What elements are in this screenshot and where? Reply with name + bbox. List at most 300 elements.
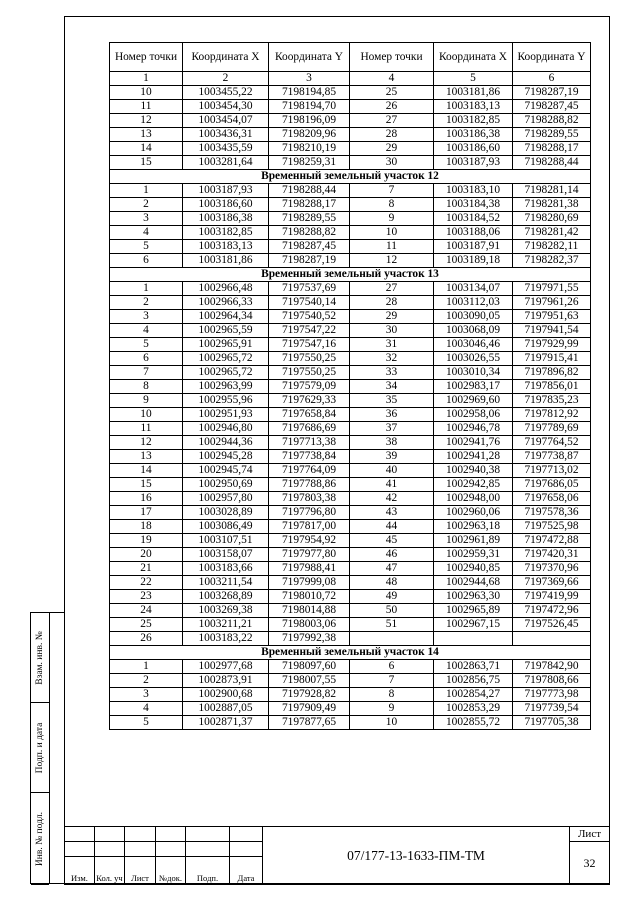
- coordinate-x-cell: 1003188,06: [434, 226, 513, 240]
- table-row: [110, 618, 591, 632]
- point-number-cell: 5: [110, 240, 183, 254]
- table-row: [110, 86, 591, 100]
- point-number-cell: 29: [350, 310, 434, 324]
- coordinate-x-cell: 1002863,71: [434, 660, 513, 674]
- column-number: 1: [110, 72, 183, 86]
- coordinate-y-cell: 7198289,55: [513, 128, 591, 142]
- coordinate-y-cell: 7197658,84: [269, 408, 350, 422]
- coordinate-y-cell: 7198287,45: [269, 240, 350, 254]
- coordinate-y-cell: 7197764,52: [513, 436, 591, 450]
- point-number-cell: 9: [350, 702, 434, 716]
- coordinate-y-cell: 7198288,17: [513, 142, 591, 156]
- point-number-cell: 5: [110, 716, 183, 730]
- coordinate-y-cell: 7197525,98: [513, 520, 591, 534]
- point-number-cell: 38: [350, 436, 434, 450]
- point-number-cell: 8: [350, 688, 434, 702]
- point-number-cell: 12: [110, 436, 183, 450]
- coordinate-x-cell: [434, 632, 513, 646]
- coordinate-y-cell: 7198288,17: [269, 198, 350, 212]
- point-number-cell: 1: [110, 184, 183, 198]
- coordinate-y-cell: 7197961,26: [513, 296, 591, 310]
- point-number-cell: 12: [350, 254, 434, 268]
- coordinate-x-cell: 1002963,30: [434, 590, 513, 604]
- point-number-cell: 6: [110, 352, 183, 366]
- coordinate-x-cell: 1002960,06: [434, 506, 513, 520]
- coordinate-x-cell: 1002958,06: [434, 408, 513, 422]
- coordinate-x-cell: 1002965,72: [183, 352, 269, 366]
- coordinate-y-cell: 7198014,88: [269, 604, 350, 618]
- point-number-cell: 11: [110, 422, 183, 436]
- coordinate-x-cell: 1002951,93: [183, 408, 269, 422]
- table-row: [110, 604, 591, 618]
- stamp-col-count: Кол. уч: [95, 857, 125, 885]
- coordinate-x-cell: 1003435,59: [183, 142, 269, 156]
- point-number-cell: 10: [110, 408, 183, 422]
- point-number-cell: 7: [350, 674, 434, 688]
- stamp-col-change: Изм.: [65, 857, 95, 885]
- coordinate-x-cell: 1003268,89: [183, 590, 269, 604]
- coordinate-y-cell: 7198282,37: [513, 254, 591, 268]
- sheet-label: Лист: [570, 827, 610, 842]
- coordinate-x-cell: 1003189,18: [434, 254, 513, 268]
- coordinate-y-cell: 7197547,16: [269, 338, 350, 352]
- point-number-cell: 8: [110, 380, 183, 394]
- coordinate-x-cell: 1002941,28: [434, 450, 513, 464]
- coordinate-x-cell: 1002965,59: [183, 324, 269, 338]
- table-row: [110, 590, 591, 604]
- coordinate-x-cell: 1003090,05: [434, 310, 513, 324]
- coordinate-y-cell: 7197550,25: [269, 352, 350, 366]
- coordinate-y-cell: 7198289,55: [269, 212, 350, 226]
- coordinate-x-cell: 1003046,46: [434, 338, 513, 352]
- point-number-cell: 30: [350, 156, 434, 170]
- coordinate-y-cell: 7198209,96: [269, 128, 350, 142]
- table-row: [110, 660, 591, 674]
- header-coordinate-y: Координата Y: [269, 43, 350, 72]
- table-row: [110, 436, 591, 450]
- coordinate-y-cell: 7197835,23: [513, 394, 591, 408]
- table-row: [110, 128, 591, 142]
- coordinates-table: [109, 42, 591, 730]
- table-row: [110, 352, 591, 366]
- coordinate-y-cell: 7197419,99: [513, 590, 591, 604]
- coordinate-x-cell: 1002946,80: [183, 422, 269, 436]
- point-number-cell: 14: [110, 464, 183, 478]
- coordinate-x-cell: 1003183,13: [434, 100, 513, 114]
- coordinate-x-cell: 1002959,31: [434, 548, 513, 562]
- coordinate-y-cell: 7197537,69: [269, 282, 350, 296]
- coordinate-x-cell: 1003187,91: [434, 240, 513, 254]
- coordinate-x-cell: 1003183,13: [183, 240, 269, 254]
- coordinate-y-cell: 7197578,36: [513, 506, 591, 520]
- coordinate-y-cell: 7197705,38: [513, 716, 591, 730]
- coordinate-x-cell: 1002945,28: [183, 450, 269, 464]
- column-number: 2: [183, 72, 269, 86]
- point-number-cell: 41: [350, 478, 434, 492]
- table-row: [110, 114, 591, 128]
- coordinate-y-cell: 7197929,99: [513, 338, 591, 352]
- coordinate-y-cell: 7197788,86: [269, 478, 350, 492]
- table-row: [110, 100, 591, 114]
- coordinate-x-cell: 1003281,64: [183, 156, 269, 170]
- table-row: [110, 142, 591, 156]
- column-number: 4: [350, 72, 434, 86]
- coordinate-y-cell: 7197420,31: [513, 548, 591, 562]
- sidebar-label-sign-date: Подп. и дата: [35, 722, 45, 773]
- coordinate-y-cell: 7197526,45: [513, 618, 591, 632]
- point-number-cell: 23: [110, 590, 183, 604]
- coordinate-x-cell: 1003211,21: [183, 618, 269, 632]
- coordinate-x-cell: 1003454,07: [183, 114, 269, 128]
- coordinate-x-cell: 1003181,86: [183, 254, 269, 268]
- coordinate-x-cell: 1002873,91: [183, 674, 269, 688]
- point-number-cell: 10: [350, 226, 434, 240]
- table-row: [110, 464, 591, 478]
- document-number: 07/177-13-1633-ПМ-ТМ: [263, 827, 570, 885]
- point-number-cell: 31: [350, 338, 434, 352]
- point-number-cell: 27: [350, 282, 434, 296]
- header-point-number: Номер точки: [110, 43, 183, 72]
- coordinate-x-cell: 1003186,60: [183, 198, 269, 212]
- column-number: 3: [269, 72, 350, 86]
- coordinate-y-cell: 7197808,66: [513, 674, 591, 688]
- table-body: [110, 72, 591, 730]
- coordinate-x-cell: 1003186,38: [434, 128, 513, 142]
- coordinate-x-cell: 1003068,09: [434, 324, 513, 338]
- coordinate-x-cell: 1003186,60: [434, 142, 513, 156]
- coordinate-y-cell: 7197988,41: [269, 562, 350, 576]
- coordinate-y-cell: 7197472,88: [513, 534, 591, 548]
- coordinate-x-cell: 1003183,22: [183, 632, 269, 646]
- coordinate-x-cell: 1003211,54: [183, 576, 269, 590]
- coordinate-x-cell: 1003269,38: [183, 604, 269, 618]
- coordinate-y-cell: 7197764,09: [269, 464, 350, 478]
- coordinate-x-cell: 1003182,85: [183, 226, 269, 240]
- coordinate-y-cell: 7198259,31: [269, 156, 350, 170]
- table-row: [110, 296, 591, 310]
- table-header-row: [110, 43, 591, 72]
- coordinate-y-cell: 7197896,82: [513, 366, 591, 380]
- point-number-cell: 16: [110, 492, 183, 506]
- point-number-cell: 11: [110, 100, 183, 114]
- column-number-row: [110, 72, 591, 86]
- point-number-cell: 37: [350, 422, 434, 436]
- coordinate-x-cell: 1002963,99: [183, 380, 269, 394]
- coordinate-x-cell: 1002941,76: [434, 436, 513, 450]
- header-point-number: Номер точки: [350, 43, 434, 72]
- coordinate-x-cell: 1003187,93: [183, 184, 269, 198]
- coordinate-y-cell: 7198010,72: [269, 590, 350, 604]
- table-row: [110, 240, 591, 254]
- table-row: [110, 156, 591, 170]
- table-row: [110, 394, 591, 408]
- section-title: Временный земельный участок 12: [110, 170, 591, 184]
- point-number-cell: 22: [110, 576, 183, 590]
- coordinate-y-cell: 7197658,06: [513, 492, 591, 506]
- sidebar-cell-replace-inv: [31, 613, 49, 703]
- point-number-cell: 1: [110, 660, 183, 674]
- coordinate-y-cell: 7198003,06: [269, 618, 350, 632]
- coordinate-y-cell: 7197472,96: [513, 604, 591, 618]
- coordinate-x-cell: 1002955,96: [183, 394, 269, 408]
- point-number-cell: 5: [110, 338, 183, 352]
- coordinate-x-cell: 1002944,36: [183, 436, 269, 450]
- point-number-cell: 8: [350, 198, 434, 212]
- column-number: 6: [513, 72, 591, 86]
- point-number-cell: 10: [110, 86, 183, 100]
- coordinate-x-cell: 1003436,31: [183, 128, 269, 142]
- point-number-cell: 36: [350, 408, 434, 422]
- coordinate-x-cell: 1002945,74: [183, 464, 269, 478]
- coordinate-y-cell: 7197713,02: [513, 464, 591, 478]
- coordinate-x-cell: 1002983,17: [434, 380, 513, 394]
- point-number-cell: 9: [350, 212, 434, 226]
- column-number: 5: [434, 72, 513, 86]
- coordinate-y-cell: 7197812,92: [513, 408, 591, 422]
- point-number-cell: 9: [110, 394, 183, 408]
- coordinate-x-cell: 1002940,38: [434, 464, 513, 478]
- point-number-cell: 34: [350, 380, 434, 394]
- coordinate-y-cell: 7197370,96: [513, 562, 591, 576]
- coordinate-x-cell: 1002855,72: [434, 716, 513, 730]
- table-row: [110, 688, 591, 702]
- coordinate-y-cell: 7197739,54: [513, 702, 591, 716]
- coordinate-x-cell: 1003455,22: [183, 86, 269, 100]
- point-number-cell: 14: [110, 142, 183, 156]
- point-number-cell: 26: [110, 632, 183, 646]
- coordinate-y-cell: 7197909,49: [269, 702, 350, 716]
- section-title-row: [110, 268, 591, 282]
- point-number-cell: 12: [110, 114, 183, 128]
- coordinate-y-cell: 7198287,19: [269, 254, 350, 268]
- coordinate-y-cell: 7198288,44: [269, 184, 350, 198]
- point-number-cell: 48: [350, 576, 434, 590]
- point-number-cell: 19: [110, 534, 183, 548]
- coordinate-x-cell: 1002963,18: [434, 520, 513, 534]
- coordinate-x-cell: 1002966,33: [183, 296, 269, 310]
- point-number-cell: 46: [350, 548, 434, 562]
- point-number-cell: 13: [110, 128, 183, 142]
- coordinate-x-cell: 1002854,27: [434, 688, 513, 702]
- table-row: [110, 450, 591, 464]
- point-number-cell: 6: [350, 660, 434, 674]
- coordinate-y-cell: 7197954,92: [269, 534, 350, 548]
- table-row: [110, 212, 591, 226]
- coordinate-x-cell: 1002948,00: [434, 492, 513, 506]
- point-number-cell: 51: [350, 618, 434, 632]
- point-number-cell: 28: [350, 128, 434, 142]
- point-number-cell: 25: [350, 86, 434, 100]
- point-number-cell: 2: [110, 674, 183, 688]
- point-number-cell: 7: [110, 366, 183, 380]
- point-number-cell: 20: [110, 548, 183, 562]
- sidebar-label-orig-inv: Инв. № подл.: [35, 811, 45, 866]
- stamp-col-signature: Подп.: [186, 857, 230, 885]
- point-number-cell: 30: [350, 324, 434, 338]
- coordinate-y-cell: 7197951,63: [513, 310, 591, 324]
- table-row: [110, 562, 591, 576]
- point-number-cell: 40: [350, 464, 434, 478]
- coordinate-x-cell: 1003183,10: [434, 184, 513, 198]
- point-number-cell: 44: [350, 520, 434, 534]
- point-number-cell: 47: [350, 562, 434, 576]
- coordinate-x-cell: 1003184,52: [434, 212, 513, 226]
- coordinate-x-cell: 1002950,69: [183, 478, 269, 492]
- coordinate-y-cell: 7197713,38: [269, 436, 350, 450]
- table-row: [110, 366, 591, 380]
- table-row: [110, 408, 591, 422]
- coordinate-y-cell: 7198097,60: [269, 660, 350, 674]
- stamp-col-sheet: Лист: [125, 857, 156, 885]
- point-number-cell: 1: [110, 282, 183, 296]
- table-row: [110, 632, 591, 646]
- coordinate-x-cell: 1003184,38: [434, 198, 513, 212]
- coordinate-y-cell: 7197842,90: [513, 660, 591, 674]
- coordinate-x-cell: 1003028,89: [183, 506, 269, 520]
- sidebar-cell-orig-inv: [31, 793, 49, 885]
- table-row: [110, 534, 591, 548]
- coordinate-y-cell: 7198287,45: [513, 100, 591, 114]
- point-number-cell: 35: [350, 394, 434, 408]
- coordinate-x-cell: 1003107,51: [183, 534, 269, 548]
- coordinate-y-cell: 7198007,55: [269, 674, 350, 688]
- coordinate-x-cell: 1003183,66: [183, 562, 269, 576]
- coordinate-y-cell: 7198281,14: [513, 184, 591, 198]
- point-number-cell: 4: [110, 226, 183, 240]
- table-row: [110, 548, 591, 562]
- table-row: [110, 478, 591, 492]
- coordinate-y-cell: 7197999,08: [269, 576, 350, 590]
- table-row: [110, 226, 591, 240]
- coordinate-x-cell: 1002957,80: [183, 492, 269, 506]
- coordinate-x-cell: 1002977,68: [183, 660, 269, 674]
- table-row: [110, 422, 591, 436]
- coordinate-y-cell: 7197856,01: [513, 380, 591, 394]
- coordinate-y-cell: 7197686,69: [269, 422, 350, 436]
- point-number-cell: 3: [110, 212, 183, 226]
- stamp-col-date: Дата: [230, 857, 263, 885]
- table-row: [110, 338, 591, 352]
- point-number-cell: 32: [350, 352, 434, 366]
- coordinate-y-cell: 7198282,11: [513, 240, 591, 254]
- coordinate-x-cell: 1002871,37: [183, 716, 269, 730]
- table-row: [110, 254, 591, 268]
- point-number-cell: 28: [350, 296, 434, 310]
- point-number-cell: 15: [110, 478, 183, 492]
- table-row: [110, 716, 591, 730]
- point-number-cell: 33: [350, 366, 434, 380]
- point-number-cell: 17: [110, 506, 183, 520]
- coordinate-x-cell: 1002942,85: [434, 478, 513, 492]
- coordinate-x-cell: 1003010,34: [434, 366, 513, 380]
- point-number-cell: 25: [110, 618, 183, 632]
- table-row: [110, 324, 591, 338]
- coordinate-y-cell: 7197803,38: [269, 492, 350, 506]
- point-number-cell: 49: [350, 590, 434, 604]
- coordinate-y-cell: 7197540,52: [269, 310, 350, 324]
- point-number-cell: 50: [350, 604, 434, 618]
- coordinate-y-cell: 7197686,05: [513, 478, 591, 492]
- table-row: [110, 576, 591, 590]
- point-number-cell: 15: [110, 156, 183, 170]
- coordinate-y-cell: 7198281,38: [513, 198, 591, 212]
- coordinate-y-cell: 7198210,19: [269, 142, 350, 156]
- coordinate-y-cell: 7198281,42: [513, 226, 591, 240]
- coordinate-y-cell: 7198288,82: [269, 226, 350, 240]
- coordinate-x-cell: 1002965,72: [183, 366, 269, 380]
- point-number-cell: [350, 632, 434, 646]
- coordinate-y-cell: 7197629,33: [269, 394, 350, 408]
- coordinate-x-cell: 1002964,34: [183, 310, 269, 324]
- table-row: [110, 380, 591, 394]
- point-number-cell: 18: [110, 520, 183, 534]
- coordinate-x-cell: 1003181,86: [434, 86, 513, 100]
- point-number-cell: 45: [350, 534, 434, 548]
- point-number-cell: 10: [350, 716, 434, 730]
- table-row: [110, 282, 591, 296]
- sheet-number: 32: [570, 842, 610, 885]
- coordinate-x-cell: 1002965,89: [434, 604, 513, 618]
- stamp-col-docnum: №док.: [156, 857, 186, 885]
- coordinate-y-cell: 7197579,09: [269, 380, 350, 394]
- sidebar-label-replace-inv: Взам. инв. №: [35, 630, 45, 685]
- coordinate-x-cell: 1002900,68: [183, 688, 269, 702]
- point-number-cell: 42: [350, 492, 434, 506]
- coordinate-y-cell: 7197550,25: [269, 366, 350, 380]
- coordinate-y-cell: 7197817,00: [269, 520, 350, 534]
- point-number-cell: 4: [110, 702, 183, 716]
- point-number-cell: 29: [350, 142, 434, 156]
- coordinate-y-cell: 7198194,85: [269, 86, 350, 100]
- coordinate-y-cell: 7197540,14: [269, 296, 350, 310]
- coordinate-x-cell: 1002940,85: [434, 562, 513, 576]
- coordinate-x-cell: 1003026,55: [434, 352, 513, 366]
- point-number-cell: 3: [110, 688, 183, 702]
- coordinate-x-cell: 1002969,60: [434, 394, 513, 408]
- coordinate-x-cell: 1003158,07: [183, 548, 269, 562]
- coordinate-x-cell: 1002856,75: [434, 674, 513, 688]
- coordinate-y-cell: 7197971,55: [513, 282, 591, 296]
- point-number-cell: 13: [110, 450, 183, 464]
- coordinate-x-cell: 1002965,91: [183, 338, 269, 352]
- coordinate-x-cell: 1002961,89: [434, 534, 513, 548]
- coordinate-y-cell: 7197738,84: [269, 450, 350, 464]
- coordinate-x-cell: 1002966,48: [183, 282, 269, 296]
- coordinate-x-cell: 1002944,68: [434, 576, 513, 590]
- table-row: [110, 520, 591, 534]
- section-title: Временный земельный участок 13: [110, 268, 591, 282]
- coordinate-y-cell: 7198194,70: [269, 100, 350, 114]
- coordinate-y-cell: 7197977,80: [269, 548, 350, 562]
- coordinate-y-cell: 7198288,44: [513, 156, 591, 170]
- coordinate-y-cell: [513, 632, 591, 646]
- coordinate-y-cell: 7197915,41: [513, 352, 591, 366]
- coordinate-x-cell: 1003186,38: [183, 212, 269, 226]
- coordinate-x-cell: 1003182,85: [434, 114, 513, 128]
- table-row: [110, 506, 591, 520]
- binding-sidebar: [30, 612, 64, 884]
- coordinate-x-cell: 1003187,93: [434, 156, 513, 170]
- table-row: [110, 184, 591, 198]
- coordinate-y-cell: 7197789,69: [513, 422, 591, 436]
- coordinate-x-cell: 1003134,07: [434, 282, 513, 296]
- point-number-cell: 7: [350, 184, 434, 198]
- point-number-cell: 43: [350, 506, 434, 520]
- point-number-cell: 3: [110, 310, 183, 324]
- sidebar-cell-sign-date: [31, 703, 49, 793]
- point-number-cell: 11: [350, 240, 434, 254]
- header-coordinate-x: Координата X: [183, 43, 269, 72]
